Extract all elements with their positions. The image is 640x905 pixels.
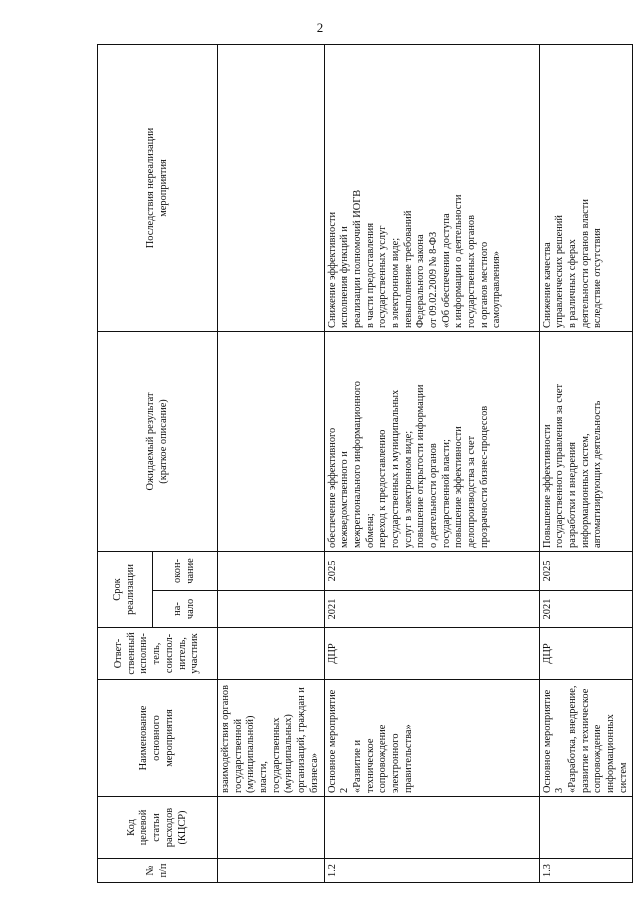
row-end: [218, 551, 325, 590]
row-consequence: Снижение эффективности исполнения функций и реализации полномочий ИОГВ в части предоставления государственных услуг в электронном виде; невыполнение требований Федерального закона от 09.02.2009 № 8-ФЗ «Об обеспечении доступа к информации о деятельности государственных органов и органов местного самоуправления»: [324, 44, 539, 331]
table-row: [324, 44, 539, 882]
row-code: [324, 797, 539, 859]
row-executor: ДЦР: [539, 628, 633, 680]
row-end: 2025: [539, 551, 633, 590]
table-row: [218, 44, 325, 882]
header-term-start: на- чало: [153, 591, 218, 628]
row-num: 1.3: [539, 859, 633, 883]
header-term-end: окон- чание: [153, 551, 218, 590]
row-code: [539, 797, 633, 859]
row-num: [218, 859, 325, 883]
rotated-table-container: [97, 45, 629, 883]
row-result: [218, 331, 325, 551]
header-name: Наименование основного мероприятия: [98, 680, 218, 797]
row-consequence: Снижение качества управленческих решений в различных сферах деятельности органов власти вследствие отсутствия: [539, 44, 633, 331]
row-result: Повышение эффективности государственного управления за счет разработки и внедрения информационных систем, автоматизирующих деятельность: [539, 331, 633, 551]
row-executor: ДЦР: [324, 628, 539, 680]
row-result: обеспечение эффективного межведомственного и межрегионального информационного обмена; переход к предоставлению государственных и муниципальных услуг в электронном виде; повышение открытости информации о деятельности органов государственной власти; повышение эффективности делопроизводства за счет прозрачности бизнес-процессов: [324, 331, 539, 551]
header-num: № п/п: [98, 859, 218, 883]
page-number: 2: [316, 20, 324, 35]
measures-table: [97, 44, 633, 883]
row-executor: [218, 628, 325, 680]
header-row: [98, 44, 153, 882]
row-name: взаимодействия органов государственной (муниципальной) власти, государственных (муниципальных) организаций, граждан и бизнеса»: [218, 680, 325, 797]
header-term: Срок реализации: [98, 551, 153, 627]
row-start: [218, 591, 325, 628]
header-executor: Ответ- ственный исполни- тель, соиспол- нитель, участник: [98, 628, 218, 680]
header-code: Код целевой статьи расходов (КЦСР): [98, 797, 218, 859]
row-name: Основное мероприятие 2 «Развитие и техническое сопровождение электронного правительства»: [324, 680, 539, 797]
header-result: Ожидаемый результат (краткое описание): [98, 331, 218, 551]
row-end: 2025: [324, 551, 539, 590]
table-row: [539, 44, 633, 882]
row-num: 1.2: [324, 859, 539, 883]
row-name: Основное мероприятие 3 «Разработка, внедрение, развитие и техническое сопровождение информационных систем: [539, 680, 633, 797]
row-start: 2021: [324, 591, 539, 628]
header-consequence: Последствия нереализации мероприятия: [98, 44, 218, 331]
row-code: [218, 797, 325, 859]
row-start: 2021: [539, 591, 633, 628]
row-consequence: [218, 44, 325, 331]
